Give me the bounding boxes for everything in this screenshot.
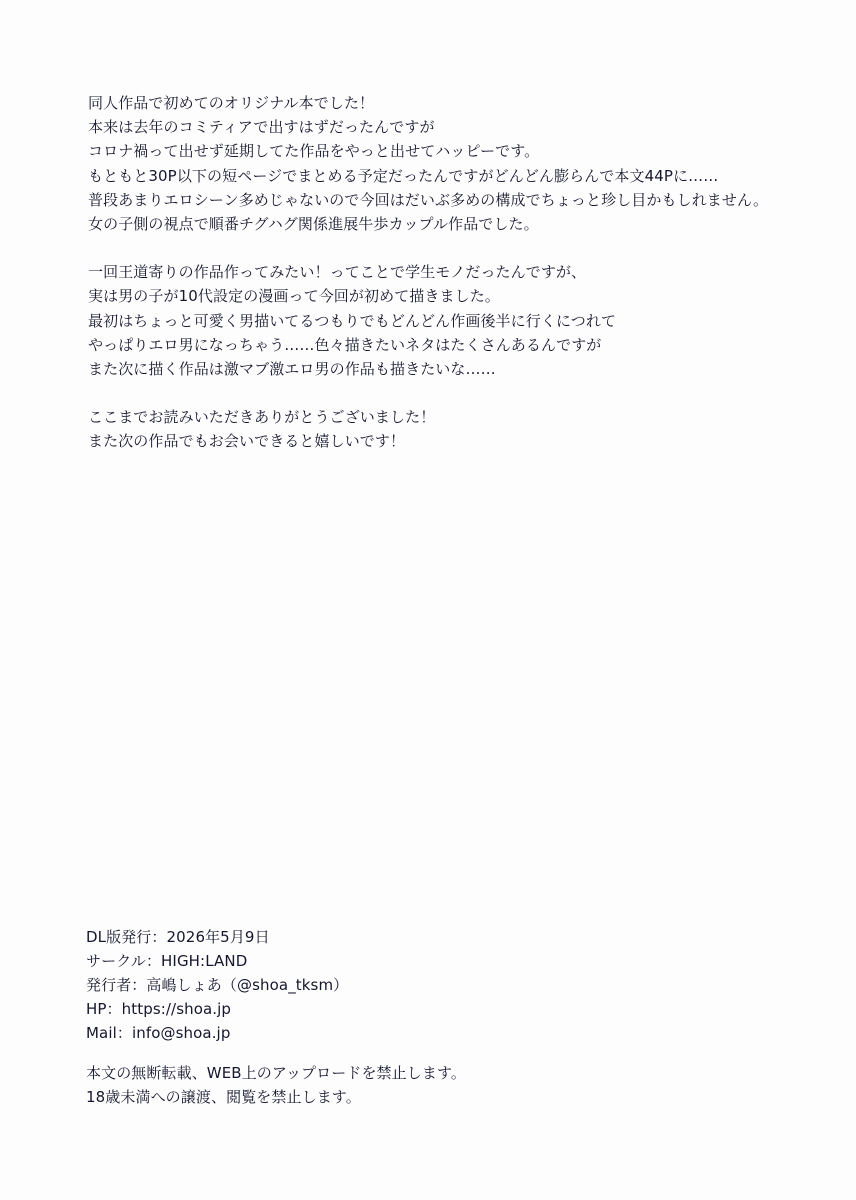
afterword-paragraph: [88, 91, 828, 236]
text-line: 一回王道寄りの作品作ってみたい！ってことで学生モノだったんですが、: [88, 263, 587, 282]
afterword-text: [88, 91, 828, 454]
text-line: 最初はちょっと可愛く男描いてるつもりでもどんどん作画後半に行くにつれて: [88, 311, 617, 330]
text-line: やっぱりエロ男になっちゃう……色々描きたいネタはたくさんあるんですが: [88, 335, 602, 354]
copyright-notice: [86, 1061, 686, 1109]
colophon: [86, 925, 686, 1045]
text-line: 実は男の子が10代設定の漫画って今回が初めて描きました。: [88, 287, 500, 306]
text-line: 本来は去年のコミティアで出すはずだったんですが: [88, 118, 435, 137]
mail-address: Mail：info@shoa.jp: [86, 1024, 231, 1042]
age-notice: 18歳未満への譲渡、閲覧を禁止します。: [86, 1088, 361, 1106]
text-line: 女の子側の視点で順番チグハグ関係進展牛歩カップル作品でした。: [88, 215, 539, 234]
release-date: DL版発行：2026年5月9日: [86, 928, 270, 946]
homepage: HP：https://shoa.jp: [86, 1000, 232, 1018]
text-line: また次の作品でもお会いできると嬉しいです！: [88, 432, 406, 451]
text-line: もともと30P以下の短ページでまとめる予定だったんですがどんどん膨らんで本文44Pに……: [88, 166, 719, 185]
text-line: ここまでお読みいただきありがとうございました！: [88, 408, 436, 427]
afterword-paragraph: [88, 405, 828, 453]
text-line: また次に描く作品は激マブ激エロ男の作品も描きたいな……: [88, 360, 496, 379]
circle-name: サークル：HIGH:LAND: [86, 952, 248, 970]
text-line: 普段あまりエロシーン多めじゃないので今回はだいぶ多めの構成でちょっと珍し目かもしれません。: [88, 190, 769, 209]
text-line: コロナ禍って出せず延期してた作品をやっと出せてハッピーです。: [88, 142, 540, 161]
text-line: 同人作品で初めてのオリジナル本でした！: [88, 94, 375, 112]
publisher: 発行者：高嶋しょあ（@shoa_tksm）: [86, 976, 349, 994]
afterword-paragraph: [88, 260, 828, 381]
reprint-notice: 本文の無断転載、WEB上のアップロードを禁止します。: [86, 1064, 466, 1082]
